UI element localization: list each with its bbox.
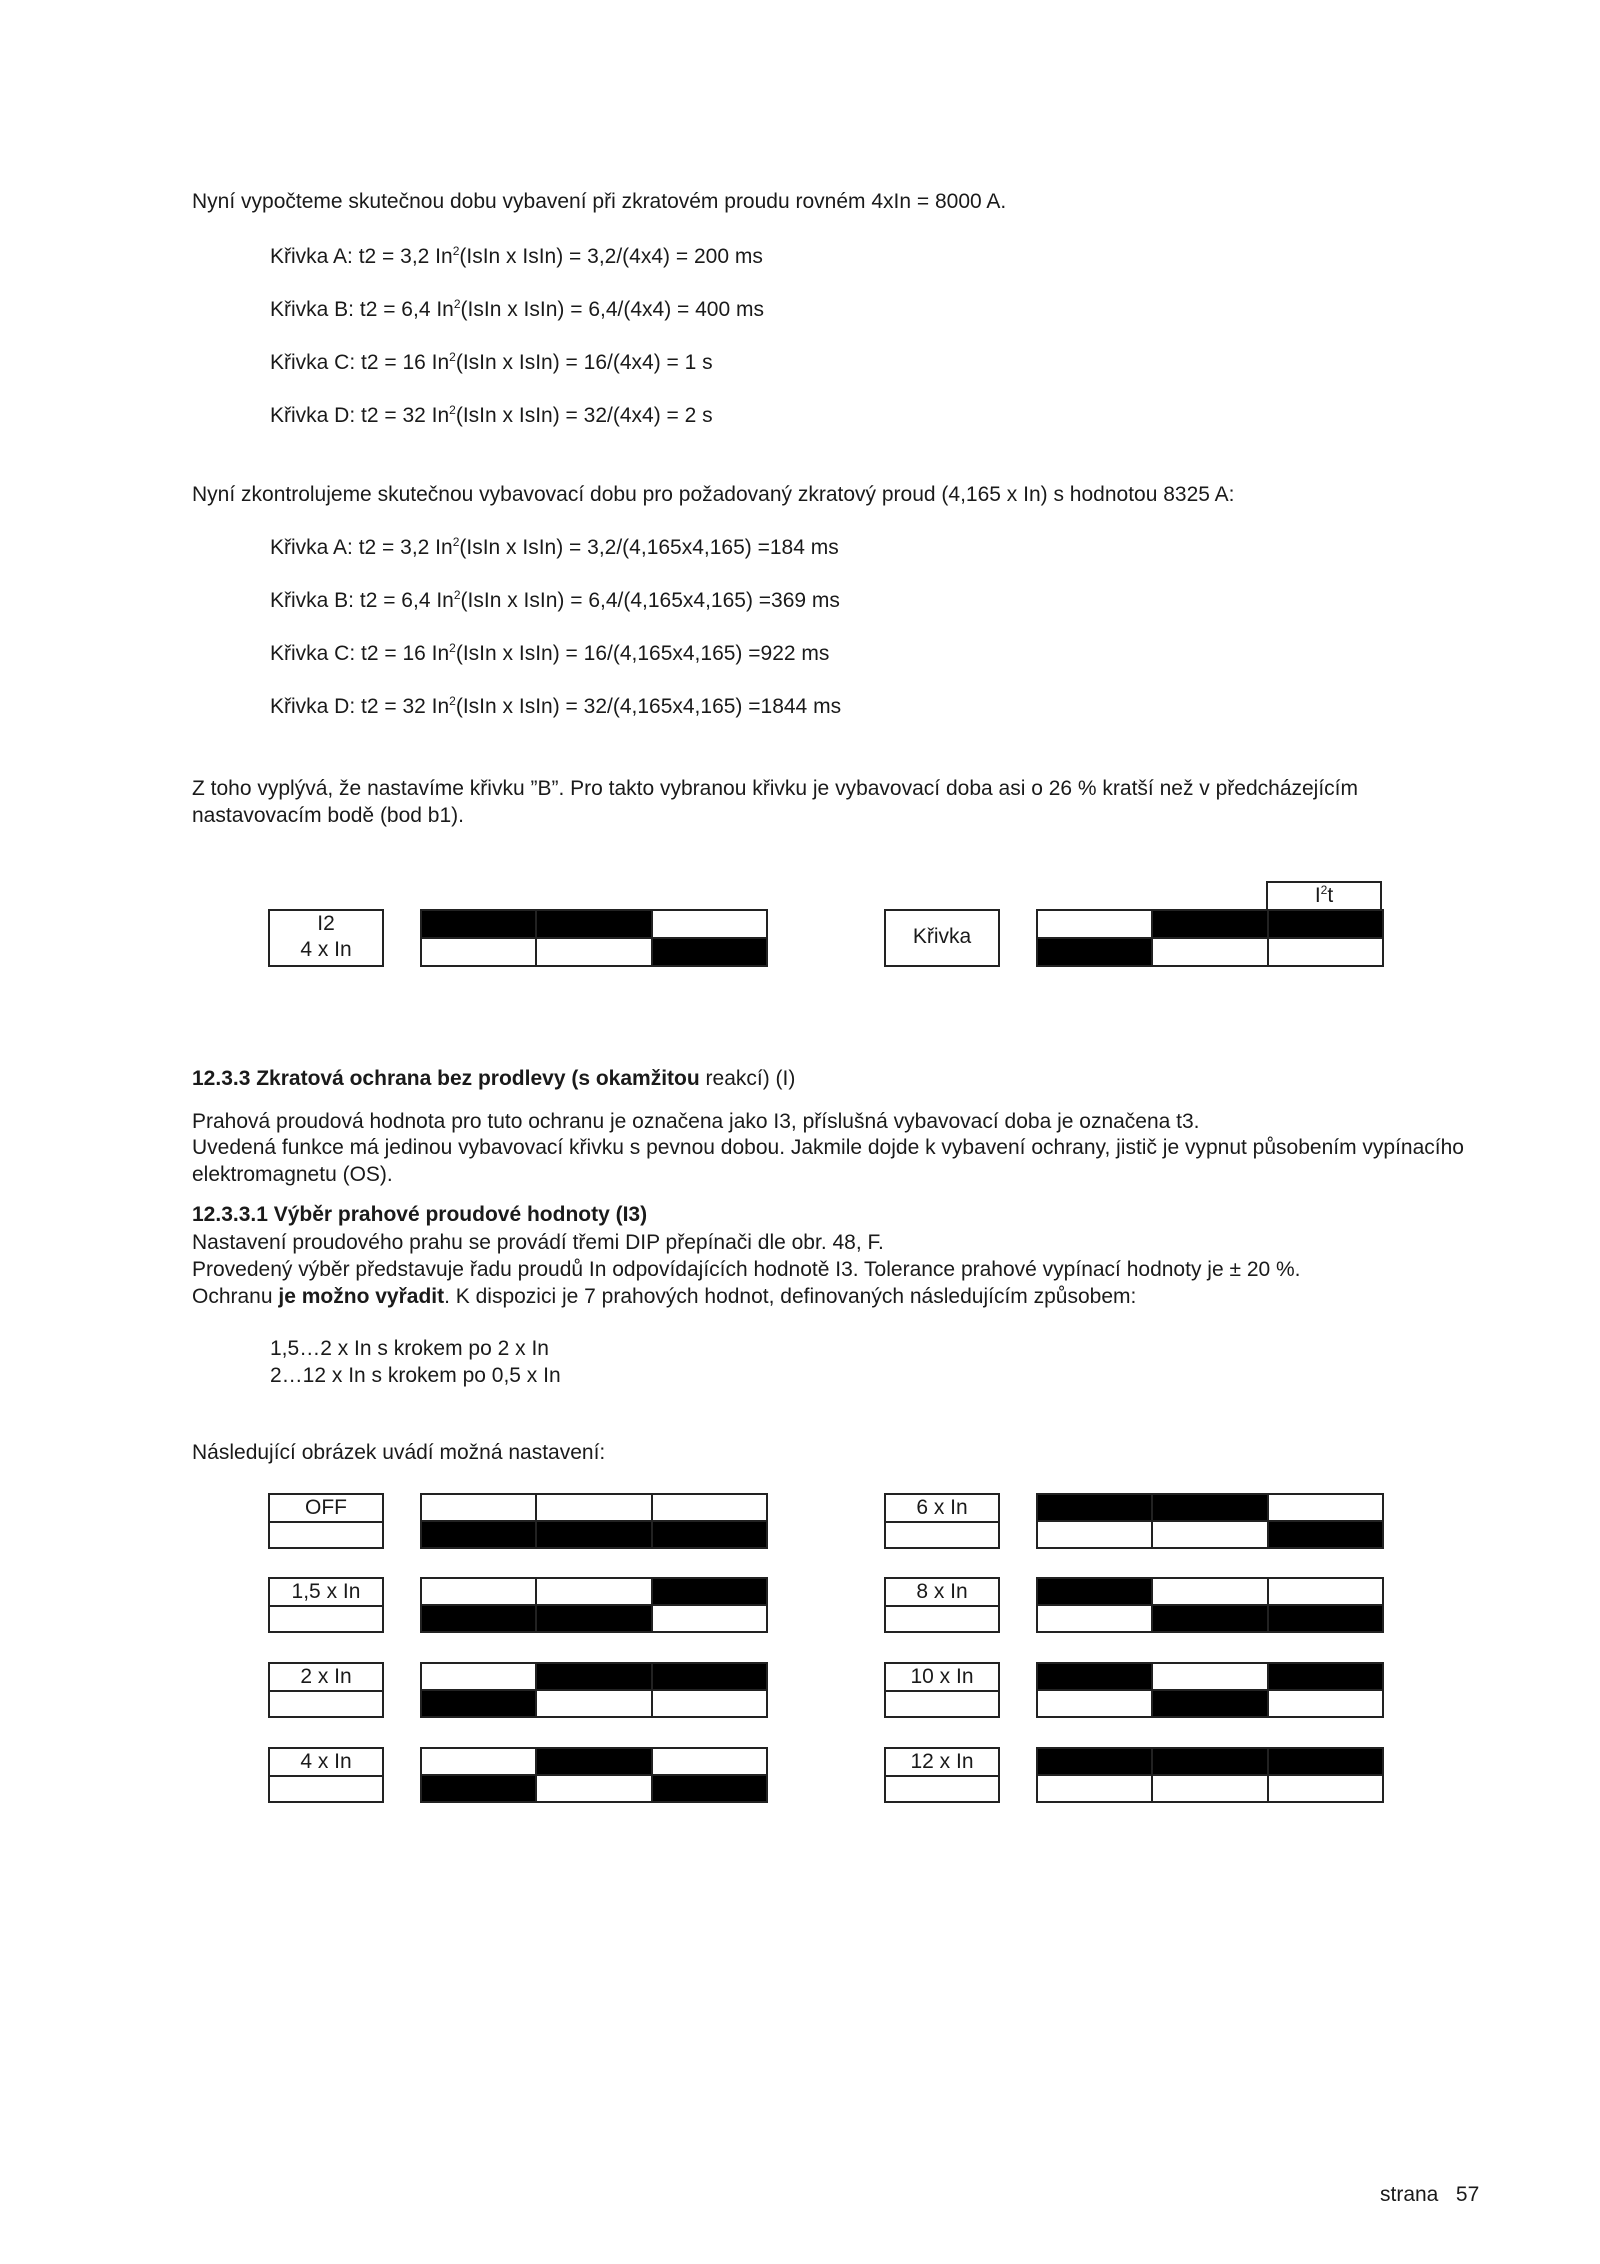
setting-label: 1,5 x In [270, 1579, 382, 1607]
dip-cell-0-1 [537, 1664, 650, 1689]
i2t-label-box [1266, 881, 1382, 911]
dip-cell-1-2 [653, 1606, 766, 1631]
dip-switch-setting [1036, 1493, 1384, 1549]
setting-label-box [884, 1577, 1000, 1633]
setting-label-box [268, 1577, 384, 1633]
dip-cell-0-0 [422, 1579, 535, 1604]
i2t-label: $I^2t$ [1314, 883, 1334, 907]
page-label: strana [1380, 2183, 1439, 2206]
dip-cell-1-2 [653, 939, 766, 965]
dip-cell-0-1 [1153, 1579, 1266, 1604]
setting-label-box [268, 1747, 384, 1803]
dip-cell-1-0 [1038, 939, 1151, 965]
dip-cell-1-1 [1153, 1776, 1266, 1801]
paragraph-4: Provedený výběr představuje řadu proudů In odpovídajících hodnotě I3. Tolerance prahové vypínací hodnoty je ± 20 %. [192, 1258, 1301, 1281]
dip-cell-1-0 [1038, 1606, 1151, 1631]
dip-cell-1-0 [1038, 1776, 1151, 1801]
conclusion-text: Z toho vyplývá, že nastavíme křivku ”B”. Pro takto vybranou křivku je vybavovací doba asi o 26 % kratší než v předcházejícím nastavovacím bodě (bod b1). [192, 777, 1359, 827]
dip-cell-0-2 [1269, 1664, 1382, 1689]
dip-cell-1-1 [1153, 1606, 1266, 1631]
calc-line: Křivka B: t2 = 6,4 In$^2$(IsIn x IsIn) = 6,4/(4x4) = 400 ms [270, 297, 764, 321]
dip-cell-0-2 [1269, 1749, 1382, 1774]
dip-cell-0-2 [653, 1664, 766, 1689]
calc-line: Křivka C: t2 = 16 In$^2$(IsIn x IsIn) = 16/(4,165x4,165) =922 ms [270, 641, 830, 665]
paragraph-5: Ochranu je možno vyřadit. K dispozici je 7 prahových hodnot, definovaných následujícím způsobem: [192, 1285, 1137, 1308]
dip-cell-1-2 [1269, 1522, 1382, 1547]
intro-line-1: Nyní vypočteme skutečnou dobu vybavení při zkratovém proudu rovném 4xIn = 8000 A. [192, 190, 1007, 213]
dip-cell-1-2 [1269, 1776, 1382, 1801]
setting-label-box [268, 1662, 384, 1718]
dip-cell-0-0 [422, 1495, 535, 1520]
dip-cell-1-2 [653, 1691, 766, 1716]
dip-cell-0-1 [1153, 911, 1266, 937]
dip-cell-0-0 [1038, 911, 1151, 937]
dip-cell-0-0 [1038, 1749, 1151, 1774]
dip-switch-setting [420, 1493, 768, 1549]
dip-cell-0-1 [1153, 1495, 1266, 1520]
dip-switch-setting [420, 1662, 768, 1718]
dip-switch-setting [1036, 1662, 1384, 1718]
curve-label-box [884, 909, 1000, 967]
section-heading: 12.3.3 Zkratová ochrana bez prodlevy (s okamžitou reakcí) (I) [192, 1067, 796, 1090]
setting-label: 4 x In [270, 1749, 382, 1777]
page-footer [1380, 2183, 1479, 2207]
dip-cell-0-2 [1269, 1579, 1382, 1604]
dip-cell-0-0 [422, 1749, 535, 1774]
dip-switch-setting [420, 1577, 768, 1633]
i2-value: 4 x In [300, 938, 352, 961]
dip-switch-curve [1036, 909, 1384, 967]
setting-label-box [884, 1493, 1000, 1549]
dip-cell-0-1 [537, 1749, 650, 1774]
dip-cell-0-1 [1153, 1749, 1266, 1774]
dip-cell-0-0 [422, 1664, 535, 1689]
range-line-1: 1,5…2 x In s krokem po 2 x In [270, 1337, 549, 1360]
i2-label-box [268, 909, 384, 967]
calc-line: Křivka A: t2 = 3,2 In$^2$(IsIn x IsIn) = 3,2/(4x4) = 200 ms [270, 244, 763, 268]
dip-cell-0-1 [537, 1579, 650, 1604]
settings-intro: Následující obrázek uvádí možná nastavení: [192, 1441, 606, 1464]
dip-cell-0-1 [537, 1495, 650, 1520]
dip-cell-1-0 [422, 1522, 535, 1547]
paragraph-2: Uvedená funkce má jedinou vybavovací křivku s pevnou dobou. Jakmile dojde k vybavení ochrany, jistič je vypnut působením vypínacího elektromagnetu (OS). [192, 1136, 1464, 1186]
calc-line: Křivka B: t2 = 6,4 In$^2$(IsIn x IsIn) = 6,4/(4,165x4,165) =369 ms [270, 588, 840, 612]
dip-cell-0-2 [653, 1749, 766, 1774]
setting-label-box [884, 1747, 1000, 1803]
dip-cell-1-2 [1269, 1691, 1382, 1716]
dip-cell-0-1 [1153, 1664, 1266, 1689]
dip-cell-0-2 [1269, 911, 1382, 937]
calc-line: Křivka A: t2 = 3,2 In$^2$(IsIn x IsIn) = 3,2/(4,165x4,165) =184 ms [270, 535, 839, 559]
dip-cell-1-1 [537, 939, 650, 965]
dip-cell-1-0 [422, 1691, 535, 1716]
dip-cell-1-2 [1269, 939, 1382, 965]
dip-cell-1-2 [653, 1776, 766, 1801]
setting-label: 8 x In [886, 1579, 998, 1607]
dip-cell-1-1 [1153, 939, 1266, 965]
paragraph-3: Nastavení proudového prahu se provádí třemi DIP přepínači dle obr. 48, F. [192, 1231, 884, 1254]
dip-cell-1-1 [537, 1776, 650, 1801]
subsection-heading: 12.3.3.1 Výběr prahové proudové hodnoty (I3) [192, 1203, 648, 1226]
setting-label-box [884, 1662, 1000, 1718]
calc-line: Křivka D: t2 = 32 In$^2$(IsIn x IsIn) = 32/(4,165x4,165) =1844 ms [270, 694, 842, 718]
dip-cell-0-0 [1038, 1664, 1151, 1689]
dip-switch-setting [1036, 1747, 1384, 1803]
dip-cell-1-0 [422, 1606, 535, 1631]
dip-cell-1-0 [1038, 1691, 1151, 1716]
setting-label: 2 x In [270, 1664, 382, 1692]
dip-cell-1-2 [653, 1522, 766, 1547]
paragraph-1: Prahová proudová hodnota pro tuto ochranu je označena jako I3, příslušná vybavovací doba je označena t3. [192, 1110, 1200, 1133]
dip-switch-i2 [420, 909, 768, 967]
dip-cell-0-0 [1038, 1579, 1151, 1604]
dip-cell-1-0 [422, 939, 535, 965]
dip-switch-setting [1036, 1577, 1384, 1633]
dip-cell-1-0 [422, 1776, 535, 1801]
dip-cell-1-1 [537, 1691, 650, 1716]
dip-cell-0-0 [422, 911, 535, 937]
dip-cell-0-2 [653, 1579, 766, 1604]
calc-line: Křivka D: t2 = 32 In$^2$(IsIn x IsIn) = 32/(4x4) = 2 s [270, 403, 713, 427]
setting-label: 6 x In [886, 1495, 998, 1523]
dip-cell-1-1 [537, 1522, 650, 1547]
dip-cell-1-1 [1153, 1522, 1266, 1547]
setting-label: 10 x In [886, 1664, 998, 1692]
dip-cell-1-0 [1038, 1522, 1151, 1547]
dip-cell-0-2 [653, 1495, 766, 1520]
dip-cell-0-0 [1038, 1495, 1151, 1520]
calc-line: Křivka C: t2 = 16 In$^2$(IsIn x IsIn) = 16/(4x4) = 1 s [270, 350, 713, 374]
setting-label: 12 x In [886, 1749, 998, 1777]
dip-cell-0-2 [1269, 1495, 1382, 1520]
setting-label: OFF [270, 1495, 382, 1523]
dip-cell-0-1 [537, 911, 650, 937]
i2-label: I2 [317, 912, 335, 935]
curve-label: Křivka [912, 925, 972, 948]
dip-cell-1-1 [537, 1606, 650, 1631]
range-line-2: 2…12 x In s krokem po 0,5 x In [270, 1364, 561, 1387]
setting-label-box [268, 1493, 384, 1549]
dip-switch-setting [420, 1747, 768, 1803]
dip-cell-0-2 [653, 911, 766, 937]
intro-line-2: Nyní zkontrolujeme skutečnou vybavovací dobu pro požadovaný zkratový proud (4,165 x In) s hodnotou 8325 A: [192, 483, 1235, 506]
page-number: 57 [1455, 2183, 1480, 2206]
dip-cell-1-1 [1153, 1691, 1266, 1716]
dip-cell-1-2 [1269, 1606, 1382, 1631]
